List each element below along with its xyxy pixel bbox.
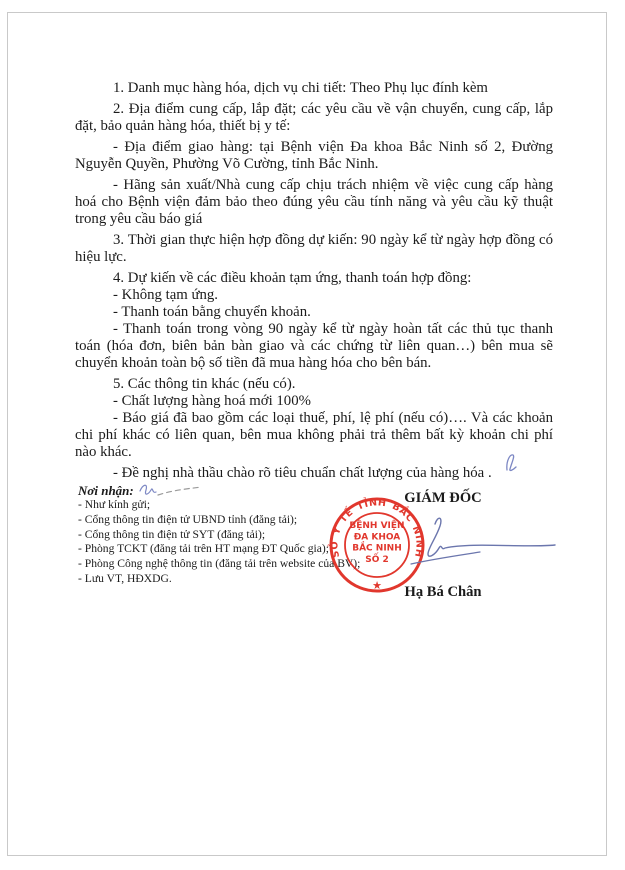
document-paragraph: - Không tạm ứng. [113,287,219,303]
pen-mark-icon [496,451,520,475]
document-paragraph: - Báo giá đã bao gồm các loại thuế, phí, lệ phí (nếu có)…. Và các khoản chi phí khác có liên quan, bên mua không phải trả thêm bất kỳ khoản chi phí nào khác. [75,410,553,460]
stamp-center-line: ĐA KHOA [353,532,401,543]
document-paragraph: 3. Thời gian thực hiện hợp đồng dự kiến: 90 ngày kể từ ngày hợp đồng có hiệu lực. [75,232,553,265]
document-paragraph: - Chất lượng hàng hoá mới 100% [113,393,311,409]
document-paragraph: - Đề nghị nhà thầu chào rõ tiêu chuẩn chất lượng của hàng hóa . [113,465,492,481]
pen-mark-stroke [507,455,516,471]
signature-main-stroke [428,518,555,556]
recipient-item: - Phòng Công nghệ thông tin (đăng tải trên website của BV); [78,557,361,571]
stamp-center-line: SỐ 2 [365,555,389,565]
document-paragraph: 1. Danh mục hàng hóa, dịch vụ chi tiết: Theo Phụ lục đính kèm [113,80,488,96]
scribble-stroke [140,485,156,494]
signer-title: GIÁM ĐỐC [404,490,482,506]
signer-name: Hạ Bá Chân [404,584,482,600]
document-paragraph: 4. Dự kiến về các điều khoản tạm ứng, thanh toán hợp đồng: [113,270,472,286]
recipient-item: - Phòng TCKT (đăng tải trên HT mạng ĐT Quốc gia); [78,542,329,556]
document-paragraph: - Thanh toán bằng chuyển khoản. [113,304,311,320]
handwritten-scribble-icon [136,482,208,502]
stamp-star-icon: ★ [372,579,382,592]
document-body [8,13,606,486]
recipient-item: - Cổng thông tin điện tử SYT (đăng tải); [78,527,266,541]
document-paragraph: - Thanh toán trong vòng 90 ngày kể từ ngày hoàn tất các thủ tục thanh toán (hóa đơn, biên bản bàn giao và các chứng từ liên quan…) bên mua sẽ chuyển khoản toàn bộ số tiền đã mua hàng hóa cho bên bán. [75,321,553,371]
recipient-item: - Cổng thông tin điện tử UBND tỉnh (đăng tải); [78,512,298,526]
document-paragraph: - Địa điểm giao hàng: tại Bệnh viện Đa khoa Bắc Ninh số 2, Đường Nguyễn Quyền, Phường Võ Cường, tỉnh Bắc Ninh. [75,139,553,172]
stamp-center-line: BỆNH VIỆN [349,521,405,531]
document-page [7,12,607,856]
recipient-item: - Lưu VT, HĐXDG. [78,571,172,585]
document-paragraph: 2. Địa điểm cung cấp, lắp đặt; các yêu cầu về vận chuyển, cung cấp, lắp đặt, bảo quản hàng hóa, thiết bị y tế: [75,101,553,134]
document-paragraph: 5. Các thông tin khác (nếu có). [113,376,296,392]
stamp-center-line: BẮC NINH [352,543,402,554]
dash-stroke [158,487,202,495]
stamp-ring-text: SỞ Y TẾ TỈNH BẮC NINH [329,497,425,559]
signature-underline-stroke [411,552,480,564]
recipient-item: - Như kính gửi; [78,498,151,511]
document-paragraph: - Hãng sản xuất/Nhà cung cấp chịu trách nhiệm về việc cung cấp hàng hoá cho Bệnh viện đảm bảo theo đúng yêu cầu tính năng và yêu cầu kỹ thuật trong yêu cầu báo giá [75,177,553,227]
recipients-label: Nơi nhận: [78,483,134,498]
